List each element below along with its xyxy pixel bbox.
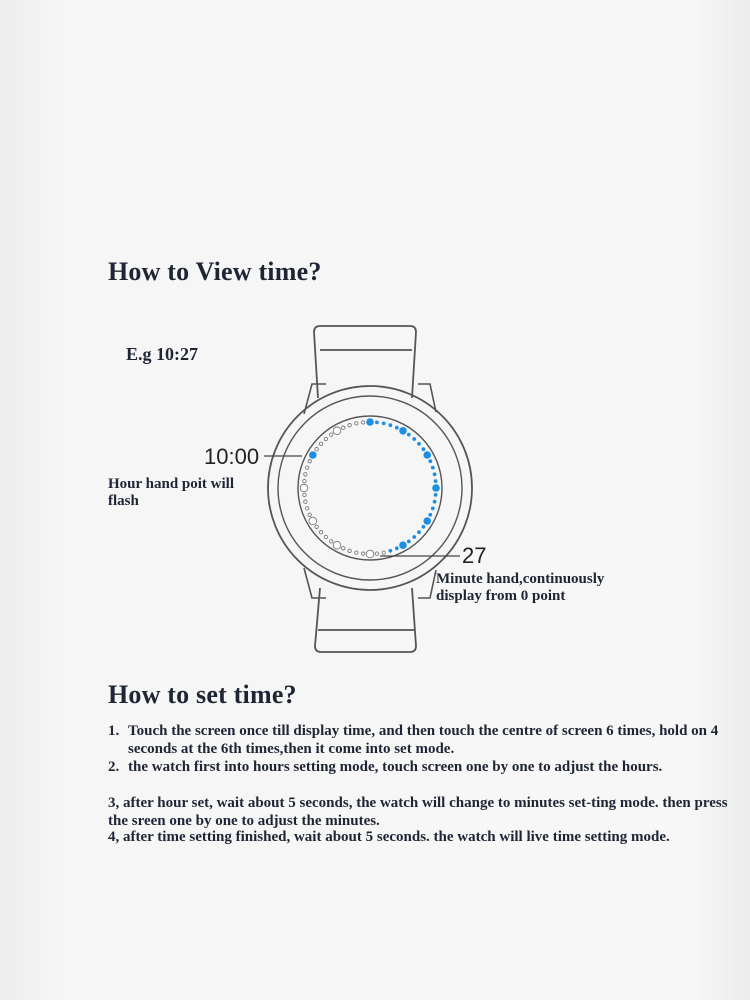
example-label: E.g 10:27 — [126, 344, 198, 364]
led-dot — [399, 427, 407, 435]
led-dot — [407, 540, 411, 544]
led-dot — [355, 422, 358, 425]
led-dot — [348, 424, 351, 427]
led-dot — [304, 473, 307, 476]
led-ring — [300, 418, 440, 558]
led-dot — [309, 517, 317, 525]
hour-note-line2: flash — [108, 493, 139, 509]
led-dot — [412, 535, 416, 539]
led-dot — [433, 472, 437, 476]
led-dot — [423, 451, 431, 459]
led-dot — [319, 442, 322, 445]
led-dot — [389, 423, 393, 427]
led-dot — [422, 525, 426, 529]
led-dot — [342, 426, 345, 429]
led-dot — [389, 549, 393, 553]
led-dot — [399, 541, 407, 549]
led-dot — [431, 507, 435, 511]
hour-note-line1: Hour hand poit will — [108, 476, 235, 492]
led-dot — [324, 437, 327, 440]
led-dot — [375, 421, 379, 425]
minute-note-line1: Minute hand,continuously — [436, 571, 605, 587]
step-4 — [108, 828, 728, 846]
led-dot — [306, 507, 309, 510]
led-dot — [407, 433, 411, 437]
step-4-text: 4, after time setting finished, wait about 5 seconds. the watch will live time setting mode. — [108, 829, 670, 845]
led-dot — [333, 427, 341, 435]
led-dot — [432, 484, 440, 492]
led-dot — [382, 422, 386, 426]
led-dot — [348, 549, 351, 552]
led-dot — [417, 530, 421, 534]
step-1-marker: 1. — [108, 723, 120, 739]
minute-note — [436, 571, 604, 605]
step-3 — [108, 794, 728, 830]
step-2-text: the watch first into hours setting mode, touch screen one by one to adjust the hours. — [128, 759, 663, 775]
minute-note-line2: display from 0 point — [436, 588, 566, 604]
led-dot — [375, 552, 378, 555]
step-1 — [108, 722, 728, 758]
led-dot — [434, 479, 438, 483]
led-dot — [361, 552, 364, 555]
led-dot — [308, 460, 311, 463]
led-dot — [300, 484, 308, 492]
led-dot — [433, 500, 437, 504]
view-time-title: How to View time? — [108, 257, 322, 286]
led-dot — [324, 535, 327, 538]
led-dot — [308, 513, 311, 516]
led-dot — [395, 546, 399, 550]
led-dot — [412, 437, 416, 441]
led-dot — [428, 459, 432, 463]
hour-note — [108, 476, 234, 510]
watch-strap-top — [314, 326, 416, 398]
led-dot — [309, 451, 317, 459]
led-dot — [315, 525, 318, 528]
led-dot — [382, 551, 385, 554]
led-dot — [330, 433, 333, 436]
led-dot — [319, 531, 322, 534]
led-dot — [306, 466, 309, 469]
watch-case — [268, 386, 472, 590]
led-dot — [417, 442, 421, 446]
step-2-marker: 2. — [108, 759, 120, 775]
led-dot — [434, 493, 438, 497]
led-dot — [423, 517, 431, 525]
led-dot — [303, 493, 306, 496]
step-1-text: Touch the screen once till display time, and then touch the centre of screen 6 times, hold on 4 seconds at the 6th times,then it come into set mode. — [128, 723, 719, 757]
led-dot — [366, 418, 374, 426]
step-2 — [108, 758, 728, 776]
led-dot — [303, 479, 306, 482]
led-dot — [355, 551, 358, 554]
led-dot — [422, 447, 426, 451]
watch-strap-bottom — [315, 588, 416, 652]
led-dot — [333, 541, 341, 549]
led-dot — [395, 426, 399, 430]
minute-callout-label: 27 — [462, 543, 487, 568]
led-dot — [366, 550, 374, 558]
led-dot — [428, 513, 432, 517]
step-3-text: 3, after hour set, wait about 5 seconds, the watch will change to minutes set-ting mode. then press the sreen one by one to adjust the minutes. — [108, 795, 728, 829]
led-dot — [304, 500, 307, 503]
led-dot — [315, 448, 318, 451]
led-dot — [361, 421, 364, 424]
led-dot — [330, 540, 333, 543]
led-dot — [431, 466, 435, 470]
hour-callout-label: 10:00 — [204, 444, 260, 469]
set-time-title: How to set time? — [108, 680, 297, 709]
led-dot — [342, 547, 345, 550]
